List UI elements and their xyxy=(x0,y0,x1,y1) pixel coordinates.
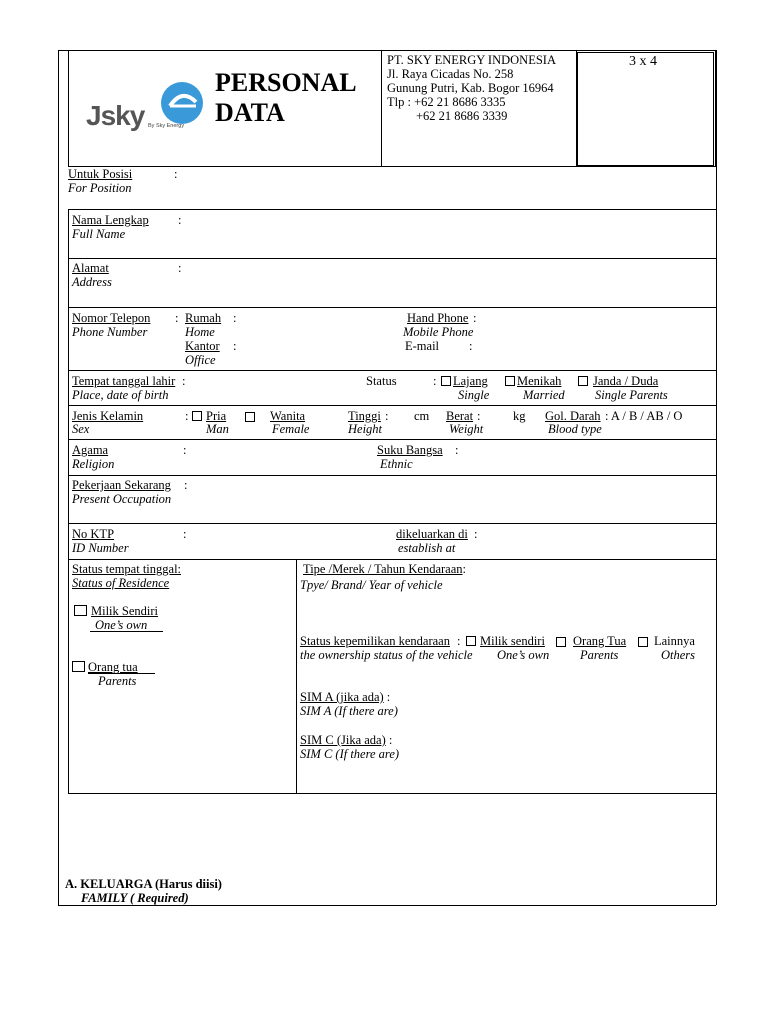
vehicle-other-checkbox[interactable] xyxy=(638,637,648,647)
email-colon[interactable]: : xyxy=(469,339,473,353)
vehicle-ownership-label: Status kepemilikan kendaraan xyxy=(300,634,450,648)
email-label: E-mail xyxy=(405,339,440,353)
occupation-colon[interactable]: : xyxy=(184,478,188,492)
address-colon[interactable]: : xyxy=(178,261,182,275)
ethnic-label: Suku Bangsa xyxy=(377,443,443,457)
height-sublabel: Height xyxy=(348,422,383,436)
mobile-phone-sublabel: Mobile Phone xyxy=(403,325,474,339)
row-divider-4 xyxy=(68,405,717,406)
widow-checkbox[interactable] xyxy=(578,376,588,386)
birth-label: Tempat tanggal lahir xyxy=(72,374,176,388)
row-divider-8 xyxy=(68,559,717,560)
frame-left-line xyxy=(58,50,59,905)
frame-bottom-line xyxy=(58,905,716,906)
phone-label: Nomor Telepon xyxy=(72,311,151,325)
vehicle-own-checkbox[interactable] xyxy=(466,636,476,646)
height-unit: cm xyxy=(414,409,430,423)
vehicle-type-colon[interactable]: : xyxy=(462,562,466,576)
address-label: Alamat xyxy=(72,261,109,275)
company-phone-1: Tlp : +62 21 8686 3335 xyxy=(387,95,506,109)
office-phone-sublabel: Office xyxy=(185,353,216,367)
row-divider-6 xyxy=(68,475,717,476)
family-section-title: A. KELUARGA (Harus diisi) xyxy=(65,877,222,891)
ethnic-sublabel: Ethnic xyxy=(380,457,413,471)
vehicle-parents-sublabel: Parents xyxy=(580,648,619,662)
widow-label: Janda / Duda xyxy=(593,374,659,388)
office-phone-label: Kantor xyxy=(185,339,220,353)
residence-own-option[interactable] xyxy=(74,604,158,618)
vehicle-parents-checkbox[interactable] xyxy=(556,637,566,647)
vehicle-other-label: Lainnya xyxy=(654,634,695,648)
photo-size-label: 3 x 4 xyxy=(629,54,657,69)
residence-sublabel: Status of Residence xyxy=(72,576,170,590)
residence-parents-option[interactable] xyxy=(72,660,138,674)
issued-at-sublabel: establish at xyxy=(398,541,456,555)
widow-sublabel: Single Parents xyxy=(595,388,668,402)
birth-sublabel: Place, date of birth xyxy=(72,388,169,402)
ethnic-colon[interactable]: : xyxy=(455,443,459,457)
sim-a-colon[interactable]: : xyxy=(386,690,391,704)
issued-at-label: dikeluarkan di xyxy=(396,527,468,541)
married-label: Menikah xyxy=(517,374,562,388)
residence-parents-checkbox[interactable] xyxy=(72,661,85,672)
height-label: Tinggi xyxy=(348,409,381,423)
position-colon[interactable]: : xyxy=(174,167,178,181)
company-address-1: Jl. Raya Cicadas No. 258 xyxy=(387,67,514,81)
residence-own-sublabel: One’s own xyxy=(95,618,148,632)
sim-c-sublabel: SIM C (If there are) xyxy=(300,747,400,761)
religion-sublabel: Religion xyxy=(72,457,115,471)
position-label: Untuk Posisi xyxy=(68,167,133,181)
row-divider-1 xyxy=(68,258,717,259)
vehicle-ownership-colon: : xyxy=(457,634,461,648)
home-phone-label: Rumah xyxy=(185,311,222,325)
fullname-colon[interactable]: : xyxy=(178,213,182,227)
home-phone-sublabel: Home xyxy=(185,325,215,339)
weight-colon[interactable]: : xyxy=(477,409,481,423)
company-address-2: Gunung Putri, Kab. Bogor 16964 xyxy=(387,81,554,95)
married-checkbox[interactable] xyxy=(505,376,515,386)
ktp-colon[interactable]: : xyxy=(183,527,187,541)
row-divider-3 xyxy=(68,370,717,371)
row-divider-7 xyxy=(68,523,717,524)
residence-own-checkbox[interactable] xyxy=(74,605,87,616)
weight-unit: kg xyxy=(513,409,526,423)
blood-type-label: Gol. Darah xyxy=(545,409,601,423)
row-divider-5 xyxy=(68,439,717,440)
single-checkbox[interactable] xyxy=(441,376,451,386)
address-sublabel: Address xyxy=(72,275,112,289)
blood-type-options[interactable]: : A / B / AB / O xyxy=(605,409,683,423)
blood-type-sublabel: Blood type xyxy=(548,422,602,436)
residence-parents-label: Orang tua xyxy=(88,660,138,674)
religion-colon[interactable]: : xyxy=(183,443,187,457)
height-colon[interactable]: : xyxy=(385,409,389,423)
sim-c-label: SIM C (Jika ada) xyxy=(300,733,386,747)
sim-a-sublabel: SIM A (If there are) xyxy=(300,704,398,718)
sex-label: Jenis Kelamin xyxy=(72,409,144,423)
sim-a-label: SIM A (jika ada) xyxy=(300,690,384,704)
sim-c-colon[interactable]: : xyxy=(388,733,393,747)
row-divider-2 xyxy=(68,307,717,308)
weight-label: Berat xyxy=(446,409,474,423)
family-section-subtitle: FAMILY ( Required) xyxy=(81,891,189,905)
issued-at-colon[interactable]: : xyxy=(474,527,478,541)
vehicle-parents-label: Orang Tua xyxy=(573,634,627,648)
phone-colon: : xyxy=(175,311,179,325)
single-label: Lajang xyxy=(453,374,488,388)
male-checkbox[interactable] xyxy=(192,411,202,421)
residence-label: Status tempat tinggal: xyxy=(72,562,182,576)
vehicle-own-sublabel: One’s own xyxy=(497,648,550,662)
header-divider-1 xyxy=(381,50,382,167)
weight-sublabel: Weight xyxy=(449,422,484,436)
ktp-label: No KTP xyxy=(72,527,115,541)
vehicle-own-option[interactable] xyxy=(466,634,545,648)
female-checkbox[interactable] xyxy=(245,412,255,422)
female-label: Wanita xyxy=(270,409,306,423)
logo-subtext: By Sky Energy xyxy=(148,123,185,129)
vehicle-own-label: Milik sendiri xyxy=(480,634,545,648)
birth-colon[interactable]: : xyxy=(182,374,186,388)
occupation-label: Pekerjaan Sekarang xyxy=(72,478,171,492)
residence-parents-sublabel: Parents xyxy=(98,674,137,688)
fullname-label: Nama Lengkap xyxy=(72,213,149,227)
phone-sublabel: Phone Number xyxy=(72,325,148,339)
logo-text: Jsky xyxy=(86,100,145,131)
ktp-sublabel: ID Number xyxy=(72,541,129,555)
mobile-phone-colon[interactable]: : xyxy=(473,311,477,325)
position-sublabel: For Position xyxy=(68,181,132,195)
page-title-line1: PERSONAL xyxy=(215,68,357,97)
company-name: PT. SKY ENERGY INDONESIA xyxy=(387,53,556,67)
company-logo xyxy=(84,78,209,133)
vehicle-ownership-sublabel: the ownership status of the vehicle xyxy=(300,648,473,662)
vehicle-type-heading xyxy=(303,562,466,576)
vehicle-type-sublabel: Tpye/ Brand/ Year of vehicle xyxy=(300,578,443,592)
office-phone-colon[interactable]: : xyxy=(233,339,237,353)
vehicle-other-sublabel: Others xyxy=(661,648,696,662)
sim-c-heading xyxy=(300,733,392,747)
married-sublabel: Married xyxy=(523,388,565,402)
sex-male-option[interactable] xyxy=(192,409,226,423)
sex-sublabel: Sex xyxy=(72,422,90,436)
status-widow-option[interactable] xyxy=(578,374,658,388)
mobile-phone-label: Hand Phone xyxy=(407,311,469,325)
fullname-sublabel: Full Name xyxy=(72,227,126,241)
female-sublabel: Female xyxy=(272,422,310,436)
sim-a-heading xyxy=(300,690,390,704)
status-married-option[interactable] xyxy=(505,374,561,388)
residence-vehicle-divider xyxy=(296,559,297,794)
residence-own-label: Milik Sendiri xyxy=(91,604,159,618)
page-title-line2: DATA xyxy=(215,98,285,127)
residence-own-underline xyxy=(90,631,163,632)
religion-label: Agama xyxy=(72,443,109,457)
marital-status-label: Status xyxy=(366,374,397,388)
sex-colon: : xyxy=(185,409,189,423)
vehicle-type-label: Tipe /Merek / Tahun Kendaraan xyxy=(303,562,463,576)
male-sublabel: Man xyxy=(206,422,229,436)
single-sublabel: Single xyxy=(458,388,490,402)
status-single-option[interactable] xyxy=(441,374,488,388)
company-phone-2: +62 21 8686 3339 xyxy=(416,109,508,123)
occupation-sublabel: Present Occupation xyxy=(72,492,172,506)
marital-status-colon: : xyxy=(433,374,437,388)
home-phone-colon[interactable]: : xyxy=(233,311,237,325)
male-label: Pria xyxy=(206,409,227,423)
photo-box xyxy=(577,52,714,166)
